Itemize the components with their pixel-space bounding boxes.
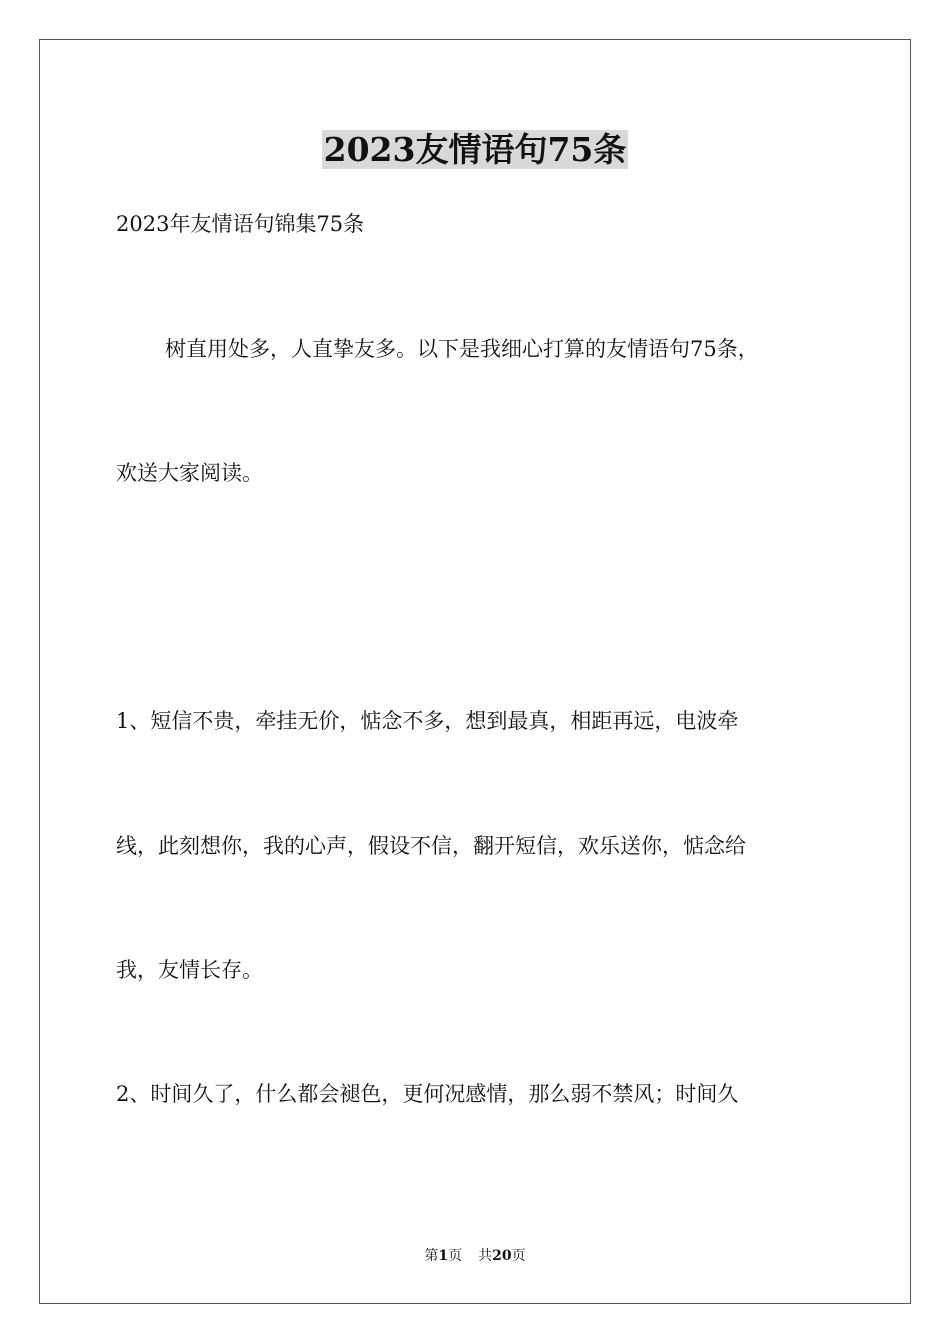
intro-paragraph-line-2: 欢送大家阅读。	[116, 461, 263, 485]
footer-page-prefix: 第	[424, 1248, 439, 1264]
footer-total-prefix: 共	[478, 1248, 493, 1264]
intro-paragraph-line-1: 树直用处多，人直挚友多。以下是我细心打算的友情语句75条，	[165, 337, 759, 361]
item-1-line-1: 1、短信不贵，牵挂无价，惦念不多，想到最真，相距再远，电波牵	[116, 709, 739, 733]
footer-page-total: 20	[492, 1248, 512, 1264]
document-title-text: 2023友情语句75条	[323, 130, 627, 169]
page-footer	[0, 1246, 950, 1266]
document-subtitle: 2023年友情语句锦集75条	[116, 212, 365, 236]
footer-total-suffix: 页	[511, 1248, 526, 1264]
document-title	[0, 128, 950, 172]
item-1-line-2: 线，此刻想你，我的心声，假设不信，翻开短信，欢乐送你，惦念给	[116, 834, 746, 858]
footer-page-suffix: 页	[448, 1248, 463, 1264]
item-1-line-3: 我，友情长存。	[116, 958, 263, 982]
footer-page-current: 1	[438, 1248, 449, 1264]
item-2-line-1: 2、时间久了，什么都会褪色，更何况感情，那么弱不禁风；时间久	[116, 1082, 739, 1106]
